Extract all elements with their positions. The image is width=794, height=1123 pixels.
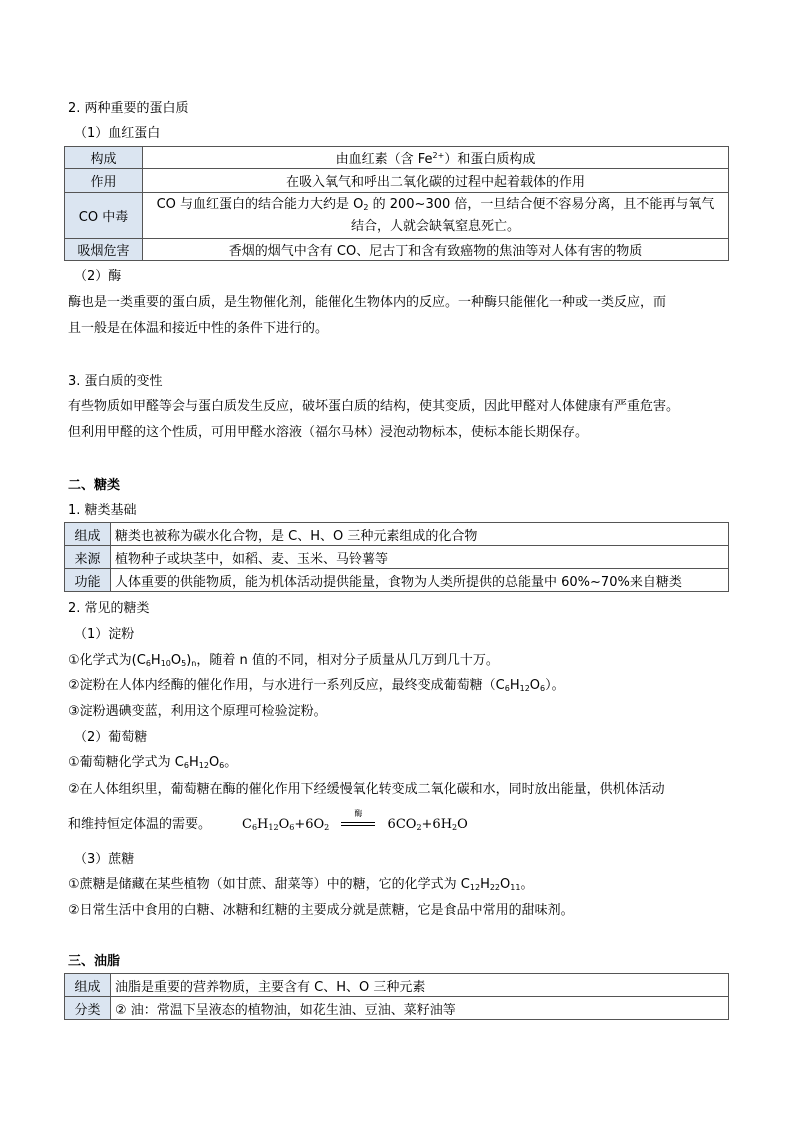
table-row: [65, 997, 729, 1020]
reaction-arrow: [341, 808, 375, 832]
paragraph-line: ①化学式为$(C_6H_{10}O_5)_n$，随着 n 值的不同，相对分子质量从几万到几十万。: [68, 653, 499, 668]
table-row: [65, 546, 729, 569]
section-heading: 二、糖类: [68, 478, 121, 493]
hemoglobin-table: [64, 146, 729, 261]
paragraph-line: 和维持恒定体温的需要。: [68, 817, 212, 832]
subsection-title: （1）血红蛋白: [74, 126, 161, 141]
row-content: ② 油：常温下呈液态的植物油，如花生油、豆油、菜籽油等: [111, 997, 729, 1020]
chemical-equation: $C_6H_{12}O_6+6O_2$ 酶 $6CO_2+6H_2O$: [242, 808, 468, 832]
paragraph-line: ①蔗糖是储藏在某些植物（如甘蔗、甜菜等）中的糖，它的化学式为 $C_{12}H_{22}O_{11}$。: [68, 877, 534, 892]
row-content: 植物种子或块茎中，如稻、麦、玉米、马铃薯等: [111, 546, 729, 569]
table-row: [65, 569, 729, 592]
catalyst-label: 酶: [354, 808, 363, 818]
subsection-title: （2）葡萄糖: [74, 730, 148, 745]
paragraph-line: ②在人体组织里，葡萄糖在酶的催化作用下经缓慢氧化转变成二氧化碳和水，同时放出能量，供机体活动: [68, 782, 665, 797]
row-content: 油脂是重要的营养物质，主要含有 C、H、O 三种元素: [111, 974, 729, 997]
row-label: 功能: [65, 569, 111, 592]
fat-table: [64, 973, 729, 1020]
subsection-title: 1. 糖类基础: [68, 503, 137, 518]
carbohydrate-table: [64, 522, 729, 592]
row-label: 构成: [65, 147, 143, 169]
row-label: CO 中毒: [65, 193, 143, 239]
paragraph-line: ①葡萄糖化学式为 $C_6H_{12}O_6$。: [68, 755, 238, 770]
row-content: 香烟的烟气中含有 CO、尼古丁和含有致癌物的焦油等对人体有害的物质: [143, 239, 729, 261]
section-heading: 三、油脂: [68, 954, 121, 969]
row-label: 组成: [65, 974, 111, 997]
paragraph-line: 酶也是一类重要的蛋白质，是生物催化剂，能催化生物体内的反应。一种酶只能催化一种或一类反应，而: [68, 295, 667, 310]
paragraph-line: ③淀粉遇碘变蓝，利用这个原理可检验淀粉。: [68, 704, 327, 719]
subsection-title: 2. 常见的糖类: [68, 601, 150, 616]
subsection-title: 3. 蛋白质的变性: [68, 374, 163, 389]
subsection-title: （3）蔗糖: [74, 852, 135, 867]
subsection-title: 2. 两种重要的蛋白质: [68, 101, 189, 116]
table-row: [65, 193, 729, 239]
subsection-title: （1）淀粉: [74, 627, 135, 642]
paragraph-line: 但利用甲醛的这个性质，可用甲醛水溶液（福尔马林）浸泡动物标本，使标本能长期保存。: [68, 425, 589, 440]
paragraph-line: 有些物质如甲醛等会与蛋白质发生反应，破坏蛋白质的结构，使其变质，因此甲醛对人体健康有严重危害。: [68, 399, 680, 414]
table-row: [65, 523, 729, 546]
subsection-title: （2）酶: [74, 269, 122, 284]
row-content: 糖类也被称为碳水化合物，是 C、H、O 三种元素组成的化合物: [111, 523, 729, 546]
row-content: 在吸入氧气和呼出二氧化碳的过程中起着载体的作用: [143, 169, 729, 193]
row-content: 人体重要的供能物质，能为机体活动提供能量，食物为人类所提供的总能量中 60%~70%来自糖类: [111, 569, 729, 592]
row-label: 组成: [65, 523, 111, 546]
table-row: [65, 169, 729, 193]
row-content: CO 与血红蛋白的结合能力大约是 $O_2$ 的 200~300 倍，一旦结合便不容易分离，且不能再与氧气 结合，人就会缺氧窒息死亡。: [143, 193, 729, 239]
row-label: 吸烟危害: [65, 239, 143, 261]
paragraph-line: 且一般是在体温和接近中性的条件下进行的。: [68, 321, 329, 336]
paragraph-line: ②淀粉在人体内经酶的催化作用，与水进行一系列反应，最终变成葡萄糖$(C_6H_{12}O_6)$。: [68, 678, 565, 693]
table-row: [65, 974, 729, 997]
row-content: 由血红素（含 $Fe^{2+}$）和蛋白质构成: [143, 147, 729, 169]
row-label: 分类: [65, 997, 111, 1020]
table-row: [65, 239, 729, 261]
row-label: 作用: [65, 169, 143, 193]
table-row: [65, 147, 729, 169]
row-label: 来源: [65, 546, 111, 569]
paragraph-line: ②日常生活中食用的白糖、冰糖和红糖的主要成分就是蔗糖，它是食品中常用的甜味剂。: [68, 903, 574, 918]
